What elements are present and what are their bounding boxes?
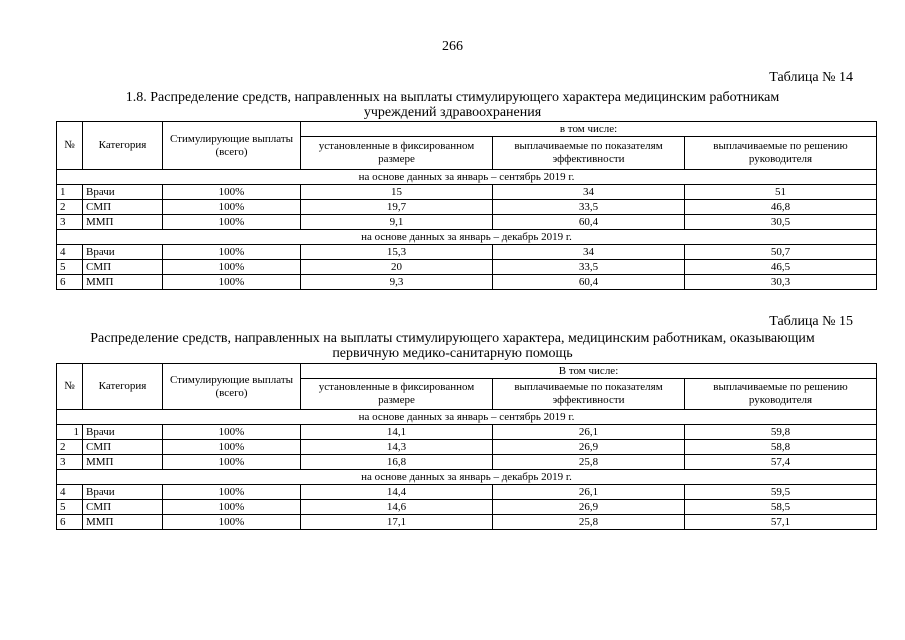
total-cell: 100% bbox=[163, 200, 301, 215]
row-number: 5 bbox=[57, 500, 83, 515]
table-15-title-line-1: Распределение средств, направленных на выплаты стимулирующего характера, медицинским работникам, оказывающим bbox=[90, 331, 815, 346]
category-cell: Врачи bbox=[83, 185, 163, 200]
header-performance: выплачиваемые по показателям эффективности bbox=[493, 379, 685, 410]
category-cell: СМП bbox=[83, 440, 163, 455]
header-manager: выплачиваемые по решению руководителя bbox=[685, 137, 877, 170]
header-fixed: установленные в фиксированном размере bbox=[301, 379, 493, 410]
fixed-cell: 20 bbox=[301, 260, 493, 275]
category-cell: ММП bbox=[83, 275, 163, 290]
fixed-cell: 17,1 bbox=[301, 515, 493, 530]
row-number: 3 bbox=[57, 215, 83, 230]
row-number: 1 bbox=[57, 425, 83, 440]
fixed-cell: 9,1 bbox=[301, 215, 493, 230]
table-row bbox=[57, 260, 877, 275]
header-fixed: установленные в фиксированном размере bbox=[301, 137, 493, 170]
performance-cell: 33,5 bbox=[493, 200, 685, 215]
manager-cell: 58,8 bbox=[685, 440, 877, 455]
header-including: В том числе: bbox=[301, 364, 877, 379]
header-including: в том числе: bbox=[301, 122, 877, 137]
total-cell: 100% bbox=[163, 485, 301, 500]
fixed-cell: 16,8 bbox=[301, 455, 493, 470]
category-cell: ММП bbox=[83, 215, 163, 230]
total-cell: 100% bbox=[163, 275, 301, 290]
table-14-label: Таблица № 14 bbox=[769, 70, 853, 85]
category-cell: Врачи bbox=[83, 245, 163, 260]
table-14-body bbox=[57, 170, 877, 290]
row-number: 2 bbox=[57, 200, 83, 215]
table-row bbox=[57, 200, 877, 215]
manager-cell: 59,5 bbox=[685, 485, 877, 500]
row-number: 6 bbox=[57, 275, 83, 290]
fixed-cell: 14,1 bbox=[301, 425, 493, 440]
performance-cell: 34 bbox=[493, 185, 685, 200]
row-number: 6 bbox=[57, 515, 83, 530]
table-15-title-line-2: первичную медико-санитарную помощь bbox=[332, 346, 573, 361]
row-number: 2 bbox=[57, 440, 83, 455]
fixed-cell: 15 bbox=[301, 185, 493, 200]
header-manager: выплачиваемые по решению руководителя bbox=[685, 379, 877, 410]
manager-cell: 30,5 bbox=[685, 215, 877, 230]
fixed-cell: 9,3 bbox=[301, 275, 493, 290]
header-number: № bbox=[57, 122, 83, 170]
page-number: 266 bbox=[442, 39, 463, 54]
total-cell: 100% bbox=[163, 500, 301, 515]
total-cell: 100% bbox=[163, 425, 301, 440]
category-cell: СМП bbox=[83, 260, 163, 275]
row-number: 5 bbox=[57, 260, 83, 275]
category-cell: Врачи bbox=[83, 485, 163, 500]
table-row bbox=[57, 275, 877, 290]
manager-cell: 46,8 bbox=[685, 200, 877, 215]
total-cell: 100% bbox=[163, 185, 301, 200]
performance-cell: 26,9 bbox=[493, 500, 685, 515]
category-cell: Врачи bbox=[83, 425, 163, 440]
table-14 bbox=[56, 121, 877, 290]
table-row bbox=[57, 500, 877, 515]
total-cell: 100% bbox=[163, 515, 301, 530]
performance-cell: 25,8 bbox=[493, 455, 685, 470]
manager-cell: 57,1 bbox=[685, 515, 877, 530]
row-number: 4 bbox=[57, 485, 83, 500]
table-row bbox=[57, 215, 877, 230]
table-15-body bbox=[57, 410, 877, 530]
section-label: на основе данных за январь – декабрь 2019 г. bbox=[57, 470, 877, 485]
section-header-row bbox=[57, 170, 877, 185]
total-cell: 100% bbox=[163, 260, 301, 275]
header-category: Категория bbox=[83, 122, 163, 170]
manager-cell: 51 bbox=[685, 185, 877, 200]
section-label: на основе данных за январь – сентябрь 2019 г. bbox=[57, 170, 877, 185]
table-row bbox=[57, 245, 877, 260]
performance-cell: 26,1 bbox=[493, 485, 685, 500]
table-15-label: Таблица № 15 bbox=[769, 314, 853, 329]
section-label: на основе данных за январь – сентябрь 2019 г. bbox=[57, 410, 877, 425]
table-row bbox=[57, 515, 877, 530]
manager-cell: 59,8 bbox=[685, 425, 877, 440]
table-row bbox=[57, 485, 877, 500]
manager-cell: 58,5 bbox=[685, 500, 877, 515]
manager-cell: 57,4 bbox=[685, 455, 877, 470]
header-total: Стимулирующие выплаты (всего) bbox=[163, 122, 301, 170]
category-cell: СМП bbox=[83, 500, 163, 515]
category-cell: ММП bbox=[83, 515, 163, 530]
table-row bbox=[57, 425, 877, 440]
section-header-row bbox=[57, 470, 877, 485]
total-cell: 100% bbox=[163, 215, 301, 230]
performance-cell: 26,1 bbox=[493, 425, 685, 440]
fixed-cell: 14,4 bbox=[301, 485, 493, 500]
table-14-title-line-1: 1.8. Распределение средств, направленных на выплаты стимулирующего характера медицинским работникам bbox=[125, 90, 780, 105]
section-header-row bbox=[57, 410, 877, 425]
performance-cell: 33,5 bbox=[493, 260, 685, 275]
section-header-row bbox=[57, 230, 877, 245]
manager-cell: 46,5 bbox=[685, 260, 877, 275]
row-number: 1 bbox=[57, 185, 83, 200]
category-cell: ММП bbox=[83, 455, 163, 470]
performance-cell: 60,4 bbox=[493, 275, 685, 290]
fixed-cell: 14,6 bbox=[301, 500, 493, 515]
row-number: 3 bbox=[57, 455, 83, 470]
header-total: Стимулирующие выплаты (всего) bbox=[163, 364, 301, 410]
table-14-title-line-2: учреждений здравоохранения bbox=[363, 105, 542, 120]
fixed-cell: 19,7 bbox=[301, 200, 493, 215]
fixed-cell: 15,3 bbox=[301, 245, 493, 260]
header-number: № bbox=[57, 364, 83, 410]
table-row bbox=[57, 440, 877, 455]
table-row bbox=[57, 185, 877, 200]
category-cell: СМП bbox=[83, 200, 163, 215]
performance-cell: 34 bbox=[493, 245, 685, 260]
performance-cell: 25,8 bbox=[493, 515, 685, 530]
header-performance: выплачиваемые по показателям эффективности bbox=[493, 137, 685, 170]
table-15 bbox=[56, 363, 877, 530]
header-category: Категория bbox=[83, 364, 163, 410]
fixed-cell: 14,3 bbox=[301, 440, 493, 455]
section-label: на основе данных за январь – декабрь 2019 г. bbox=[57, 230, 877, 245]
manager-cell: 30,3 bbox=[685, 275, 877, 290]
total-cell: 100% bbox=[163, 440, 301, 455]
performance-cell: 60,4 bbox=[493, 215, 685, 230]
performance-cell: 26,9 bbox=[493, 440, 685, 455]
total-cell: 100% bbox=[163, 245, 301, 260]
row-number: 4 bbox=[57, 245, 83, 260]
manager-cell: 50,7 bbox=[685, 245, 877, 260]
table-row bbox=[57, 455, 877, 470]
total-cell: 100% bbox=[163, 455, 301, 470]
